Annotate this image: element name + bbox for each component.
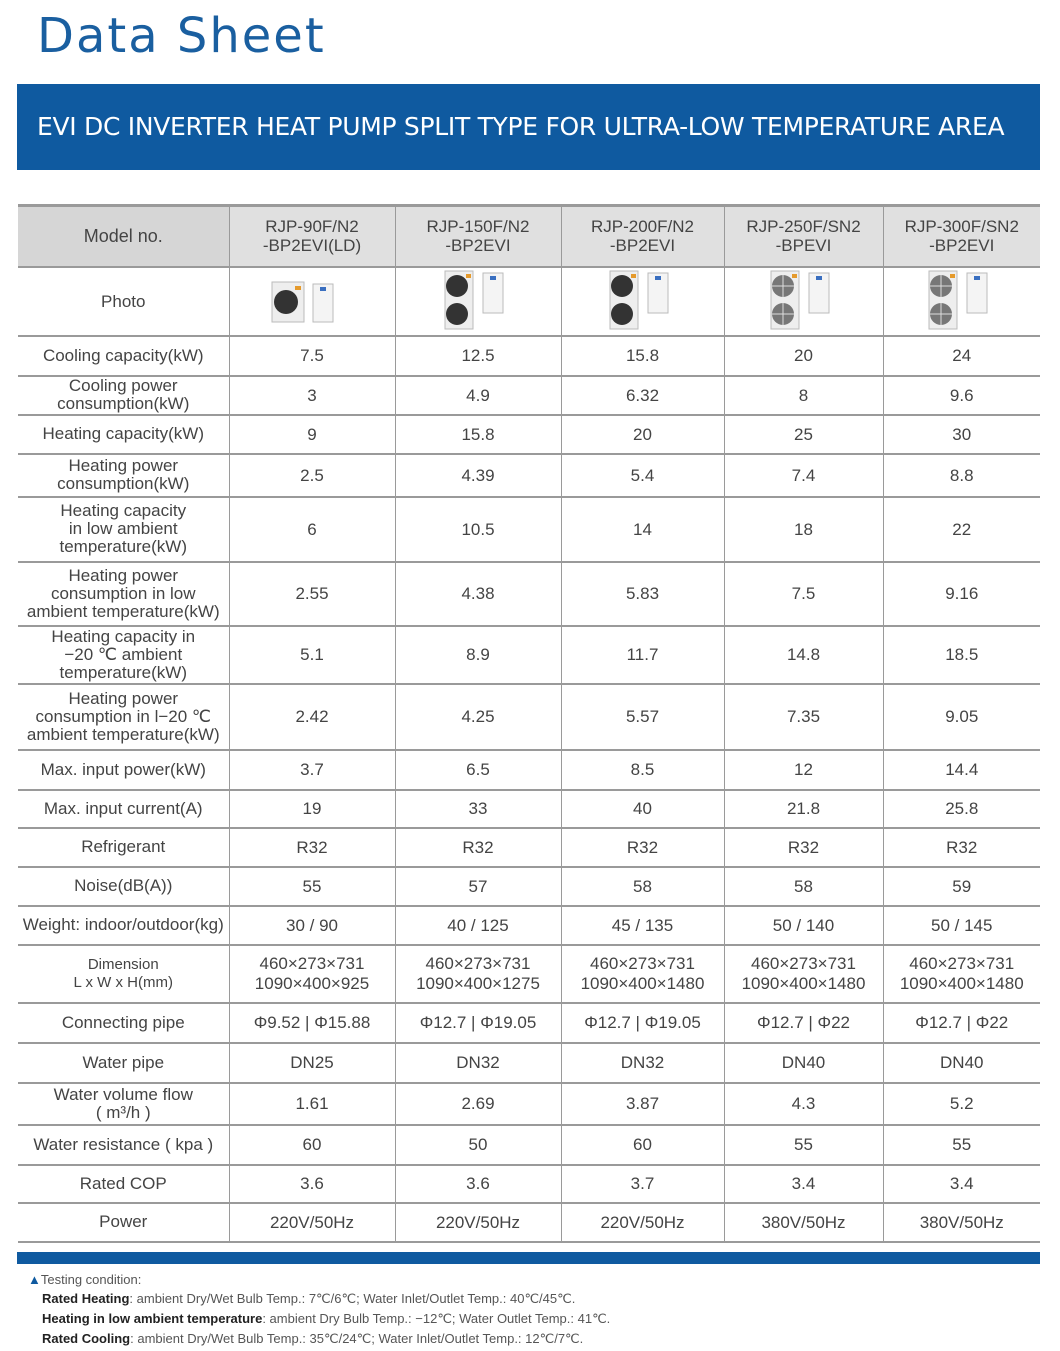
- spec-value: 5.4: [561, 454, 724, 497]
- spec-value: 380V/50Hz: [883, 1203, 1040, 1242]
- spec-value: 12: [724, 750, 883, 790]
- spec-value: 24: [883, 336, 1040, 376]
- model-name: [561, 206, 724, 267]
- cell-line: ambient temperature(kW): [26, 724, 220, 744]
- spec-row: [18, 1083, 1040, 1125]
- spec-row: [18, 415, 1040, 454]
- spec-row: [18, 497, 1040, 562]
- cell-line: -BP2EVI: [445, 236, 511, 256]
- cell-line: consumption(kW): [57, 394, 190, 413]
- spec-value: DN40: [883, 1043, 1040, 1083]
- spec-label: [18, 415, 229, 454]
- spec-label: [18, 336, 229, 376]
- cell-line: Heating capacity(kW): [42, 424, 205, 443]
- cell-line: Noise(dB(A)): [74, 876, 173, 895]
- cell-line: Water volume flow: [53, 1084, 193, 1104]
- spec-value: 59: [883, 867, 1040, 906]
- spec-value: 18.5: [883, 626, 1040, 684]
- spec-value: [561, 945, 724, 1003]
- spec-value: 4.25: [395, 684, 561, 750]
- spec-value: 3.87: [561, 1083, 724, 1125]
- spec-value: 220V/50Hz: [229, 1203, 395, 1242]
- unit-photo: [561, 267, 724, 336]
- spec-value: 40 / 125: [395, 906, 561, 945]
- spec-value: 55: [883, 1125, 1040, 1165]
- spec-value: [229, 945, 395, 1003]
- cell-line: RJP-200F/N2: [591, 217, 694, 237]
- spec-value: 3.6: [229, 1165, 395, 1203]
- spec-value: Φ12.7 | Φ22: [883, 1003, 1040, 1043]
- spec-value: 12.5: [395, 336, 561, 376]
- triangle-icon: ▲: [28, 1272, 41, 1287]
- spec-value: 7.4: [724, 454, 883, 497]
- cell-line: Water pipe: [82, 1052, 165, 1072]
- page-title: Data Sheet: [37, 8, 326, 64]
- spec-label: [18, 376, 229, 415]
- spec-row: [18, 945, 1040, 1003]
- cell-line: Max. input power(kW): [40, 759, 206, 779]
- cell-line: Weight: indoor/outdoor(kg): [22, 915, 224, 934]
- cell-line: 1090×400×1275: [416, 973, 540, 993]
- spec-value: 2.42: [229, 684, 395, 750]
- spec-label: [18, 684, 229, 750]
- photo-label: Photo: [18, 267, 229, 336]
- spec-value: 9.6: [883, 376, 1040, 415]
- spec-value: Φ12.7 | Φ19.05: [561, 1003, 724, 1043]
- model-label: Model no.: [18, 206, 229, 267]
- spec-value: 2.69: [395, 1083, 561, 1125]
- cell-line: Max. input current(A): [43, 798, 203, 818]
- cell-line: -BP2EVI: [609, 236, 676, 256]
- cell-line: L x W x H(mm): [73, 973, 173, 991]
- spec-value: 7.5: [724, 562, 883, 626]
- cell-line: RJP-250F/SN2: [746, 217, 861, 237]
- cell-line: 1090×400×1480: [580, 973, 705, 993]
- cell-line: consumption(kW): [57, 474, 190, 493]
- spec-row: [18, 1165, 1040, 1203]
- cell-line: RJP-90F/N2: [265, 217, 359, 237]
- spec-value: 33: [395, 790, 561, 828]
- spec-value: 220V/50Hz: [561, 1203, 724, 1242]
- spec-value: 5.2: [883, 1083, 1040, 1125]
- spec-value: 55: [724, 1125, 883, 1165]
- spec-row: [18, 1125, 1040, 1165]
- cell-line: in low ambient: [68, 519, 178, 538]
- spec-value: 30 / 90: [229, 906, 395, 945]
- spec-value: 22: [883, 497, 1040, 562]
- cell-line: 460×273×731: [909, 953, 1015, 973]
- cell-line: 460×273×731: [425, 953, 531, 973]
- spec-value: 1.61: [229, 1083, 395, 1125]
- spec-row: [18, 684, 1040, 750]
- spec-value: 5.57: [561, 684, 724, 750]
- spec-row: [18, 828, 1040, 867]
- spec-value: 3.6: [395, 1165, 561, 1203]
- spec-value: Φ12.7 | Φ22: [724, 1003, 883, 1043]
- cell-line: consumption in low: [50, 583, 196, 603]
- spec-value: 5.1: [229, 626, 395, 684]
- cell-line: Connecting pipe: [61, 1012, 185, 1032]
- spec-value: 4.9: [395, 376, 561, 415]
- spec-value: 2.5: [229, 454, 395, 497]
- model-name: [724, 206, 883, 267]
- spec-value: 14.4: [883, 750, 1040, 790]
- spec-value: 55: [229, 867, 395, 906]
- spec-value: 8: [724, 376, 883, 415]
- spec-value: 220V/50Hz: [395, 1203, 561, 1242]
- spec-row: [18, 562, 1040, 626]
- heat-pump-image: [433, 268, 523, 330]
- spec-label: [18, 790, 229, 828]
- spec-value: 3.4: [883, 1165, 1040, 1203]
- unit-photo: [229, 267, 395, 336]
- spec-value: 6.32: [561, 376, 724, 415]
- unit-photo: [395, 267, 561, 336]
- unit-photo: [724, 267, 883, 336]
- spec-row: [18, 454, 1040, 497]
- spec-value: 3: [229, 376, 395, 415]
- cell-line: RJP-150F/N2: [426, 217, 530, 237]
- cell-line: 460×273×731: [751, 953, 856, 973]
- spec-value: R32: [395, 828, 561, 867]
- spec-value: 8.5: [561, 750, 724, 790]
- spec-value: 9: [229, 415, 395, 454]
- spec-label: [18, 1165, 229, 1203]
- heat-pump-image: [917, 268, 1007, 330]
- cell-line: Cooling power: [68, 376, 178, 395]
- spec-value: 9.16: [883, 562, 1040, 626]
- cell-line: -BP2EVI: [929, 236, 995, 256]
- spec-value: R32: [883, 828, 1040, 867]
- spec-value: R32: [724, 828, 883, 867]
- spec-row: [18, 1203, 1040, 1242]
- spec-value: 40: [561, 790, 724, 828]
- spec-value: 3.7: [229, 750, 395, 790]
- heat-pump-image: [267, 268, 357, 330]
- spec-value: 8.8: [883, 454, 1040, 497]
- spec-value: 4.39: [395, 454, 561, 497]
- spec-value: 25.8: [883, 790, 1040, 828]
- spec-value: R32: [229, 828, 395, 867]
- cell-line: Refrigerant: [81, 837, 166, 856]
- spec-label: [18, 1203, 229, 1242]
- spec-label: [18, 1125, 229, 1165]
- spec-value: 9.05: [883, 684, 1040, 750]
- spec-value: 25: [724, 415, 883, 454]
- spec-value: DN25: [229, 1043, 395, 1083]
- model-name: [883, 206, 1040, 267]
- note-item: Rated Heating: ambient Dry/Wet Bulb Temp.: 7℃/6℃; Water Inlet/Outlet Temp.: 40℃/45℃.: [42, 1291, 576, 1306]
- cell-line: temperature(kW): [59, 537, 188, 556]
- spec-value: [883, 945, 1040, 1003]
- spec-value: 15.8: [561, 336, 724, 376]
- spec-value: 50 / 145: [883, 906, 1040, 945]
- spec-row: [18, 906, 1040, 945]
- spec-row: [18, 376, 1040, 415]
- notes-heading: Testing condition:: [40, 1272, 142, 1287]
- cell-line: Rated COP: [79, 1173, 167, 1193]
- cell-line: consumption in l−20 ℃: [35, 706, 211, 726]
- cell-line: Heating capacity: [60, 501, 187, 520]
- cell-line: −20 ℃ ambient: [64, 644, 183, 664]
- spec-label: [18, 867, 229, 906]
- spec-value: 20: [561, 415, 724, 454]
- note-item: Heating in low ambient temperature: ambient Dry Bulb Temp.: −12℃; Water Outlet Temp.: 41℃.: [42, 1311, 611, 1326]
- spec-value: 11.7: [561, 626, 724, 684]
- spec-row: [18, 867, 1040, 906]
- testing-notes: [28, 1272, 610, 1351]
- spec-value: 58: [561, 867, 724, 906]
- spec-value: 58: [724, 867, 883, 906]
- spec-value: 2.55: [229, 562, 395, 626]
- spec-label: [18, 1003, 229, 1043]
- spec-value: Φ12.7 | Φ19.05: [395, 1003, 561, 1043]
- spec-value: 8.9: [395, 626, 561, 684]
- spec-value: 14.8: [724, 626, 883, 684]
- spec-label: [18, 945, 229, 1003]
- spec-value: 14: [561, 497, 724, 562]
- spec-value: DN32: [561, 1043, 724, 1083]
- spec-value: DN40: [724, 1043, 883, 1083]
- heat-pump-image: [759, 268, 849, 330]
- spec-value: 20: [724, 336, 883, 376]
- spec-value: 380V/50Hz: [724, 1203, 883, 1242]
- spec-value: 6.5: [395, 750, 561, 790]
- spec-label: [18, 626, 229, 684]
- cell-line: Heating capacity in: [51, 626, 196, 646]
- cell-line: Heating power: [68, 456, 179, 475]
- spec-value: Φ9.52 | Φ15.88: [229, 1003, 395, 1043]
- spec-value: 50: [395, 1125, 561, 1165]
- header-row: [18, 206, 1040, 267]
- cell-line: -BP2EVI(LD): [262, 236, 362, 256]
- cell-line: 1090×400×1480: [899, 973, 1024, 993]
- spec-value: 30: [883, 415, 1040, 454]
- spec-value: 50 / 140: [724, 906, 883, 945]
- spec-label: [18, 750, 229, 790]
- cell-line: Cooling capacity(kW): [42, 345, 204, 365]
- spec-value: R32: [561, 828, 724, 867]
- spec-row: [18, 336, 1040, 376]
- spec-value: 5.83: [561, 562, 724, 626]
- cell-line: Heating power: [68, 688, 179, 708]
- spec-label: [18, 454, 229, 497]
- spec-row: [18, 1043, 1040, 1083]
- spec-row: [18, 750, 1040, 790]
- cell-line: temperature(kW): [59, 662, 188, 682]
- cell-line: 460×273×731: [259, 953, 365, 973]
- spec-label: [18, 497, 229, 562]
- spec-label: [18, 828, 229, 867]
- spec-label: [18, 1083, 229, 1125]
- spec-value: DN32: [395, 1043, 561, 1083]
- spec-value: 4.38: [395, 562, 561, 626]
- cell-line: ambient temperature(kW): [26, 601, 220, 621]
- spec-table: [18, 204, 1040, 1243]
- cell-line: 1090×400×925: [254, 973, 370, 993]
- spec-row: [18, 626, 1040, 684]
- spec-value: 18: [724, 497, 883, 562]
- spec-value: 3.4: [724, 1165, 883, 1203]
- spec-value: 7.5: [229, 336, 395, 376]
- cell-line: Heating power: [68, 565, 179, 585]
- footer-bar: [17, 1252, 1040, 1264]
- spec-value: [395, 945, 561, 1003]
- spec-row: [18, 1003, 1040, 1043]
- spec-row: [18, 790, 1040, 828]
- cell-line: Power: [99, 1212, 148, 1231]
- model-name: [229, 206, 395, 267]
- note-item: Rated Cooling: ambient Dry/Wet Bulb Temp.: 35℃/24℃; Water Inlet/Outlet Temp.: 12℃/7℃.: [42, 1331, 584, 1346]
- cell-line: 460×273×731: [590, 953, 695, 973]
- spec-label: [18, 1043, 229, 1083]
- spec-value: 19: [229, 790, 395, 828]
- spec-value: 60: [229, 1125, 395, 1165]
- spec-value: 4.3: [724, 1083, 883, 1125]
- cell-line: Water resistance ( kpa ): [33, 1134, 214, 1154]
- product-banner: EVI DC INVERTER HEAT PUMP SPLIT TYPE FOR ULTRA-LOW TEMPERATURE AREA: [17, 84, 1040, 170]
- spec-value: 60: [561, 1125, 724, 1165]
- unit-photo: [883, 267, 1040, 336]
- spec-value: 45 / 135: [561, 906, 724, 945]
- cell-line: 1090×400×1480: [741, 973, 866, 993]
- cell-line: -BPEVI: [775, 236, 832, 256]
- spec-value: 3.7: [561, 1165, 724, 1203]
- cell-line: Dimension: [87, 955, 159, 973]
- photo-row: [18, 267, 1040, 336]
- cell-line: RJP-300F/SN2: [904, 217, 1019, 237]
- heat-pump-image: [598, 268, 688, 330]
- spec-value: 7.35: [724, 684, 883, 750]
- spec-label: [18, 906, 229, 945]
- spec-value: 15.8: [395, 415, 561, 454]
- cell-line: ( m³/h ): [95, 1102, 151, 1122]
- spec-value: 21.8: [724, 790, 883, 828]
- spec-value: 6: [229, 497, 395, 562]
- spec-label: [18, 562, 229, 626]
- spec-value: [724, 945, 883, 1003]
- spec-value: 10.5: [395, 497, 561, 562]
- model-name: [395, 206, 561, 267]
- spec-value: 57: [395, 867, 561, 906]
